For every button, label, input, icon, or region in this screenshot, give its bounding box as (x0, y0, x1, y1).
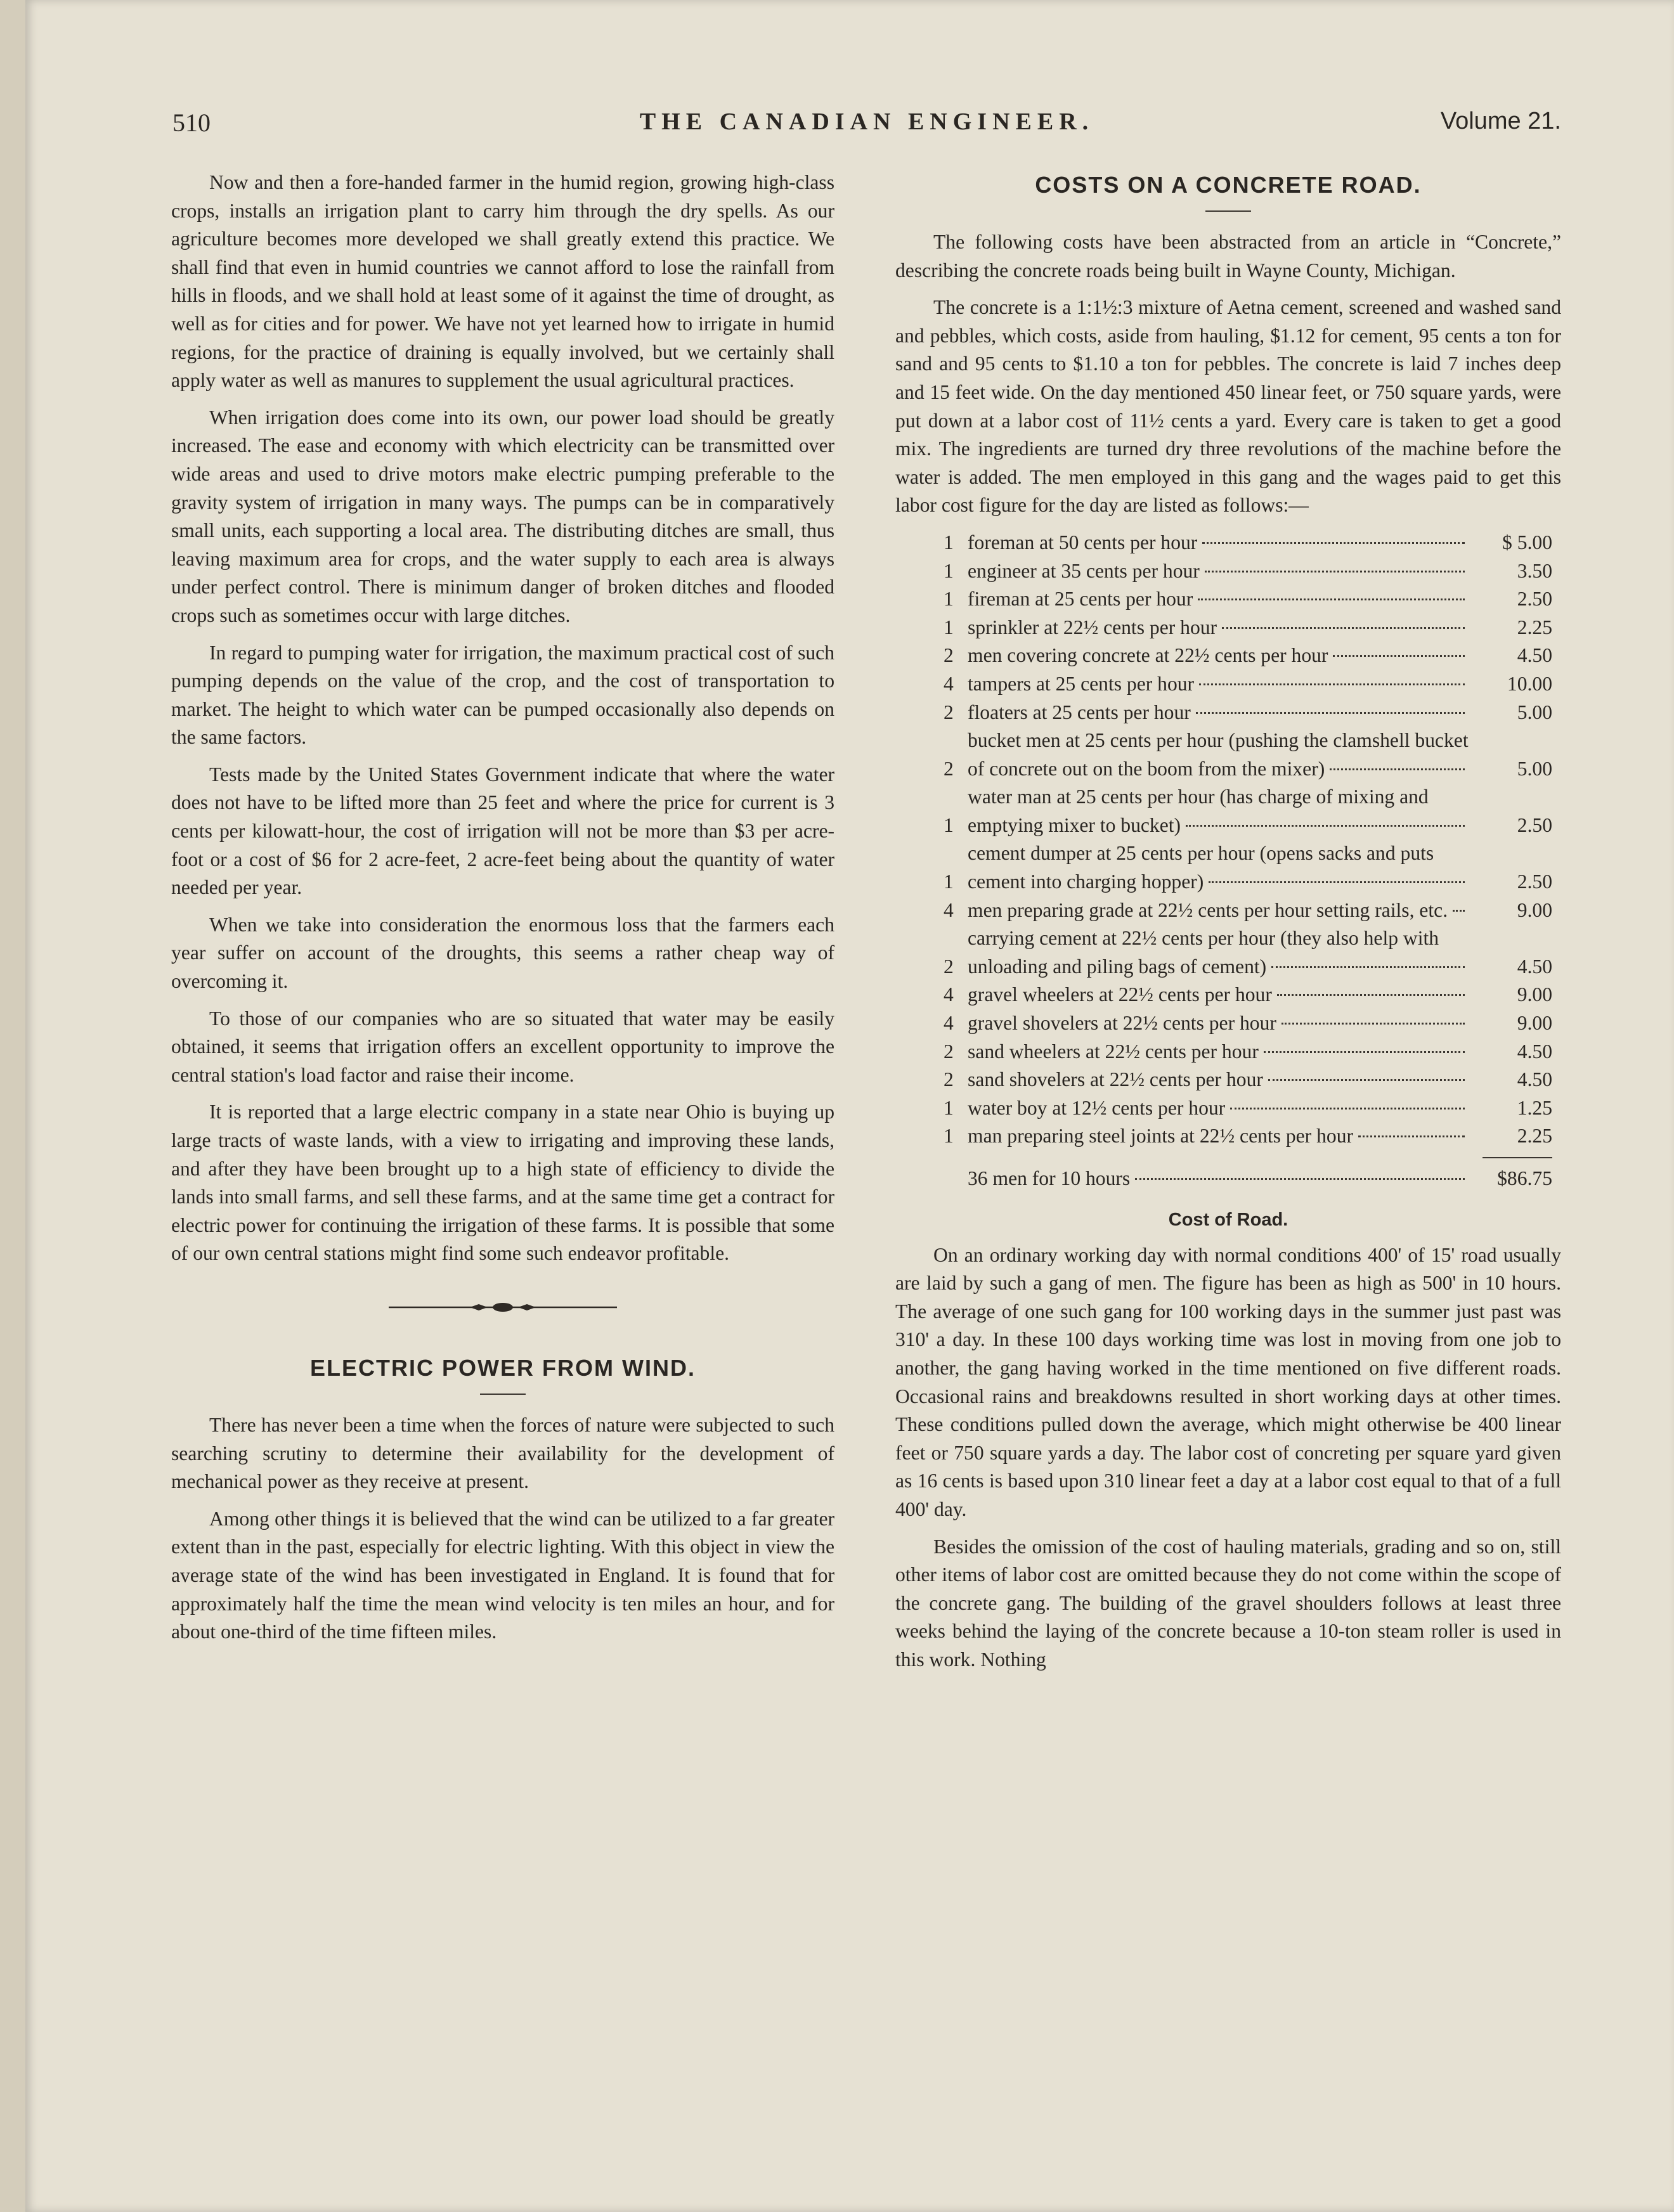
dot-leader (1268, 1079, 1465, 1081)
journal-page (25, 0, 1674, 2212)
cost-description-cell (968, 529, 1470, 557)
cost-description-cell (968, 839, 1470, 896)
cost-row (944, 839, 1561, 896)
cost-description-cell (968, 783, 1470, 839)
labor-cost-table (895, 529, 1561, 1193)
page-number: 510 (172, 108, 211, 137)
cost-total-row (944, 1165, 1561, 1193)
left-column (171, 169, 834, 1655)
paragraph: There has never been a time when the forces of nature were subjected to such searching scrutiny to determine their availability for the development of mechanical power as they receive at present. (171, 1413, 834, 1493)
cost-row (944, 783, 1561, 839)
cost-quantity: 2 (944, 955, 954, 978)
cost-description-cell (968, 1009, 1470, 1038)
dot-leader (1330, 768, 1465, 770)
cost-quantity: 1 (944, 813, 954, 836)
cost-description: sprinkler at 22½ cents per hour (968, 616, 1217, 638)
dot-leader (1202, 542, 1465, 544)
cost-row (944, 585, 1561, 614)
cost-quantity: 1 (944, 870, 954, 893)
cost-quantity: 1 (944, 616, 954, 638)
total-rule (1483, 1157, 1552, 1158)
cost-description-cell (968, 1038, 1470, 1066)
cost-description-cell (968, 981, 1470, 1009)
cost-description: water boy at 12½ cents per hour (968, 1096, 1226, 1119)
cost-amount: 9.00 (1517, 898, 1552, 921)
paragraph: On an ordinary working day with normal conditions 400' of 15' road usually are laid by such a gang of men. The figure has been as high as 500' in 10 hours. The average of one such gang for 100 working days in the summer just past was 310' a day. In these 100 days working time was lost in moving from one job to another, the gang having worked in the time mentioned on five different roads. Occasional rains and breakdowns resulted in short working days at other times. These conditions pulled down the average, which might otherwise be 400 linear feet or 750 square yards a day. The labor cost of concreting per square yard given as 16 cents is based upon 310 linear feet a day at a labor cost equal to that of a full 400' day. (895, 1243, 1561, 1520)
right-column (895, 169, 1561, 1683)
dot-leader (1453, 910, 1465, 912)
cost-amount: 9.00 (1517, 1012, 1552, 1035)
dot-leader (1196, 712, 1465, 714)
running-header (172, 108, 1561, 146)
volume-label: Volume 21. (1440, 108, 1561, 134)
cost-amount: 2.50 (1517, 813, 1552, 836)
dot-leader (1264, 1051, 1465, 1053)
cost-description-cell (968, 670, 1470, 699)
dot-leader (1209, 881, 1465, 883)
cost-amount: 3.50 (1517, 559, 1552, 582)
cost-description: bucket men at 25 cents per hour (pushing the clamshell bucket of concrete out on the boom from the mixer) (968, 729, 1469, 780)
dot-leader (1333, 655, 1465, 657)
paragraph: When we take into consideration the enormous loss that the farmers each year suffer on account of the droughts, this seems a rather cheap way of overcoming it. (171, 913, 834, 993)
cost-row (944, 1122, 1561, 1151)
cost-description: carrying cement at 22½ cents per hour (they also help with unloading and piling bags of cement) (968, 927, 1439, 978)
paragraph: When irrigation does come into its own, our power load should be greatly increased. The ease and economy with which electricity can be transmitted over wide areas and used to drive motors make electric pumping preferable to the gravity system of irrigation in many ways. The pumps can be in comparatively small units, each supporting a local area. The distributing ditches are small, thus leaving maximum area for crops, and the water supply to each area is always under perfect control. There is minimum danger of broken ditches and flooded crops such as sometimes occur with large ditches. (171, 406, 834, 626)
subhead-cost-of-road: Cost of Road. (1168, 1209, 1288, 1230)
cost-description: foreman at 50 cents per hour (968, 531, 1198, 553)
dot-leader (1277, 994, 1465, 996)
cost-amount: 2.25 (1517, 1125, 1552, 1148)
cost-quantity: 4 (944, 898, 954, 921)
cost-row (944, 896, 1561, 925)
cost-quantity: 4 (944, 672, 954, 695)
cost-amount: 5.00 (1517, 757, 1552, 780)
cost-description: water man at 25 cents per hour (has charge of mixing and emptying mixer to bucket) (968, 786, 1429, 836)
cost-quantity: 1 (944, 531, 954, 553)
cost-row (944, 614, 1561, 642)
cost-description-cell (968, 1122, 1470, 1151)
cost-row (944, 924, 1561, 981)
cost-row (944, 1009, 1561, 1038)
cost-quantity: 2 (944, 701, 954, 723)
dot-leader (1271, 966, 1465, 968)
cost-row (944, 699, 1561, 727)
dot-leader (1205, 571, 1465, 572)
paragraph: The concrete is a 1:1½:3 mixture of Aetna cement, screened and washed sand and pebbles, which costs, aside from hauling, $1.12 for cement, 95 cents a ton for sand and 95 cents to $1.10 a ton for pebbles. The concrete is laid 7 inches deep and 15 feet wide. On the day mentioned 450 linear feet, or 750 square yards, were put down at a labor cost of 11½ cents a yard. Every care is taken to get a good mix. The ingredients are turned dry three revolutions of the machine before the water is added. The men employed in this gang and the wages paid to get this labor cost figure for the day are listed as follows:— (895, 296, 1561, 517)
dot-leader (1358, 1135, 1465, 1137)
cost-total-label: 36 men for 10 hours (968, 1167, 1131, 1189)
cost-quantity: 2 (944, 757, 954, 780)
paragraph: In regard to pumping water for irrigation, the maximum practical cost of such pumping depends on the value of the crop, and the cost of transportation to market. The height to which water can be pumped occasionally also depends on the same factors. (171, 641, 834, 749)
cost-description: men preparing grade at 22½ cents per hour setting rails, etc. (968, 898, 1448, 921)
cost-amount: 9.00 (1517, 983, 1552, 1006)
paragraph: Tests made by the United States Government indicate that where the water does not have to be lifted more than 25 feet and where the price for current is 3 cents per kilowatt-hour, the cost of irrigation will not be more than $3 per acre-foot or a cost of $6 for 2 acre-feet, 2 acre-feet being about the quantity of water needed per year. (171, 763, 834, 899)
cost-row (944, 557, 1561, 586)
cost-description: gravel shovelers at 22½ cents per hour (968, 1012, 1276, 1035)
dot-leader (1230, 1108, 1465, 1109)
cost-amount: 1.25 (1517, 1096, 1552, 1119)
cost-description: man preparing steel joints at 22½ cents per hour (968, 1125, 1354, 1148)
cost-quantity: 1 (944, 559, 954, 582)
cost-description-cell (968, 1066, 1470, 1094)
paragraph: Now and then a fore-handed farmer in the humid region, growing high-class crops, installs an irrigation plant to carry him through the dry spells. As our agriculture becomes more developed we shall greatly extend this practice. We shall find that even in humid countries we cannot afford to lose the rainfall from hills in floods, and we shall hold at least some of it against the time of drought, as well as for cities and for power. We have not yet learned how to irrigate in humid regions, for the practice of draining is equally involved, but we certainly shall apply water as well as manures to supplement the usual agricultural practices. (171, 171, 834, 392)
article-title-wind: ELECTRIC POWER FROM WIND. (310, 1354, 696, 1381)
cost-description-cell (968, 699, 1470, 727)
title-rule (1205, 210, 1251, 212)
section-divider-ornament (389, 1301, 617, 1314)
cost-row (944, 1094, 1561, 1123)
cost-total-label-cell (968, 1165, 1470, 1193)
paragraph: The following costs have been abstracted from an article in “Concrete,” describing the concrete roads being built in Wayne County, Michigan. (895, 231, 1561, 281)
cost-amount: 2.25 (1517, 616, 1552, 638)
dot-leader (1222, 627, 1465, 629)
dot-leader (1186, 825, 1465, 827)
cost-amount: 10.00 (1507, 672, 1552, 695)
cost-amount: 4.50 (1517, 644, 1552, 667)
cost-total-amount: $86.75 (1497, 1167, 1552, 1189)
cost-description-cell (968, 727, 1470, 783)
cost-description: cement dumper at 25 cents per hour (opens sacks and puts cement into charging hopper) (968, 842, 1434, 893)
cost-row (944, 1066, 1561, 1094)
cost-amount: 5.00 (1517, 701, 1552, 723)
cost-description-cell (968, 1094, 1470, 1123)
cost-description: men covering concrete at 22½ cents per hour (968, 644, 1328, 667)
journal-title: THE CANADIAN ENGINEER. (639, 108, 1094, 135)
cost-row (944, 727, 1561, 783)
cost-amount: 2.50 (1517, 588, 1552, 611)
cost-amount: 4.50 (1517, 955, 1552, 978)
article-title-concrete: COSTS ON A CONCRETE ROAD. (1035, 172, 1422, 198)
cost-quantity: 2 (944, 644, 954, 667)
cost-description: sand wheelers at 22½ cents per hour (968, 1040, 1259, 1063)
cost-amount: 4.50 (1517, 1040, 1552, 1063)
cost-row (944, 529, 1561, 557)
cost-amount: 2.50 (1517, 870, 1552, 893)
cost-description: fireman at 25 cents per hour (968, 588, 1193, 611)
cost-description-cell (968, 896, 1470, 925)
cost-description-cell (968, 924, 1470, 981)
cost-description: sand shovelers at 22½ cents per hour (968, 1068, 1263, 1091)
cost-quantity: 1 (944, 1125, 954, 1148)
cost-quantity: 4 (944, 1012, 954, 1035)
cost-row (944, 642, 1561, 670)
dot-leader (1199, 683, 1465, 685)
title-rule (480, 1394, 526, 1395)
paragraph: Among other things it is believed that the wind can be utilized to a far greater extent than in the past, especially for electric lighting. With this object in view the average state of the wind has been investigated in England. It is found that for approximately half the time the mean wind velocity is ten miles an hour, and for about one-third of the time fifteen miles. (171, 1507, 834, 1643)
cost-quantity: 1 (944, 1096, 954, 1119)
dot-leader (1198, 598, 1465, 600)
cost-description: engineer at 35 cents per hour (968, 559, 1200, 582)
cost-amount: $ 5.00 (1502, 531, 1552, 553)
cost-row (944, 670, 1561, 699)
cost-quantity: 1 (944, 588, 954, 611)
cost-description-cell (968, 557, 1470, 586)
dot-leader (1281, 1023, 1465, 1025)
cost-row (944, 981, 1561, 1009)
cost-quantity: 4 (944, 983, 954, 1006)
paragraph: Besides the omission of the cost of hauling materials, grading and so on, still other items of labor cost are omitted because they do not come within the scope of the concrete gang. The building of the gravel shoulders follows at least three weeks behind the laying of the concrete because a 10-ton steam roller is used in this work. Nothing (895, 1535, 1561, 1671)
cost-row (944, 1038, 1561, 1066)
cost-amount: 4.50 (1517, 1068, 1552, 1091)
cost-description-cell (968, 585, 1470, 614)
cost-description: gravel wheelers at 22½ cents per hour (968, 983, 1272, 1006)
dot-leader (1135, 1178, 1465, 1180)
cost-description-cell (968, 642, 1470, 670)
cost-quantity: 2 (944, 1068, 954, 1091)
cost-description: tampers at 25 cents per hour (968, 672, 1195, 695)
cost-description-cell (968, 614, 1470, 642)
cost-quantity: 2 (944, 1040, 954, 1063)
paragraph: It is reported that a large electric company in a state near Ohio is buying up large tracts of waste lands, with a view to irrigating and improving these lands, and after they have been brought up to a high state of efficiency to divide the lands into small farms, and sell these farms, and at the same time get a contract for electric power for continuing the irrigation of these farms. It is possible that some of our own central stations might find some such endeavor profitable. (171, 1101, 834, 1265)
cost-description: floaters at 25 cents per hour (968, 701, 1191, 723)
paragraph: To those of our companies who are so situated that water may be easily obtained, it seems that irrigation offers an excellent opportunity to improve the central station's load factor and raise their income. (171, 1007, 834, 1086)
